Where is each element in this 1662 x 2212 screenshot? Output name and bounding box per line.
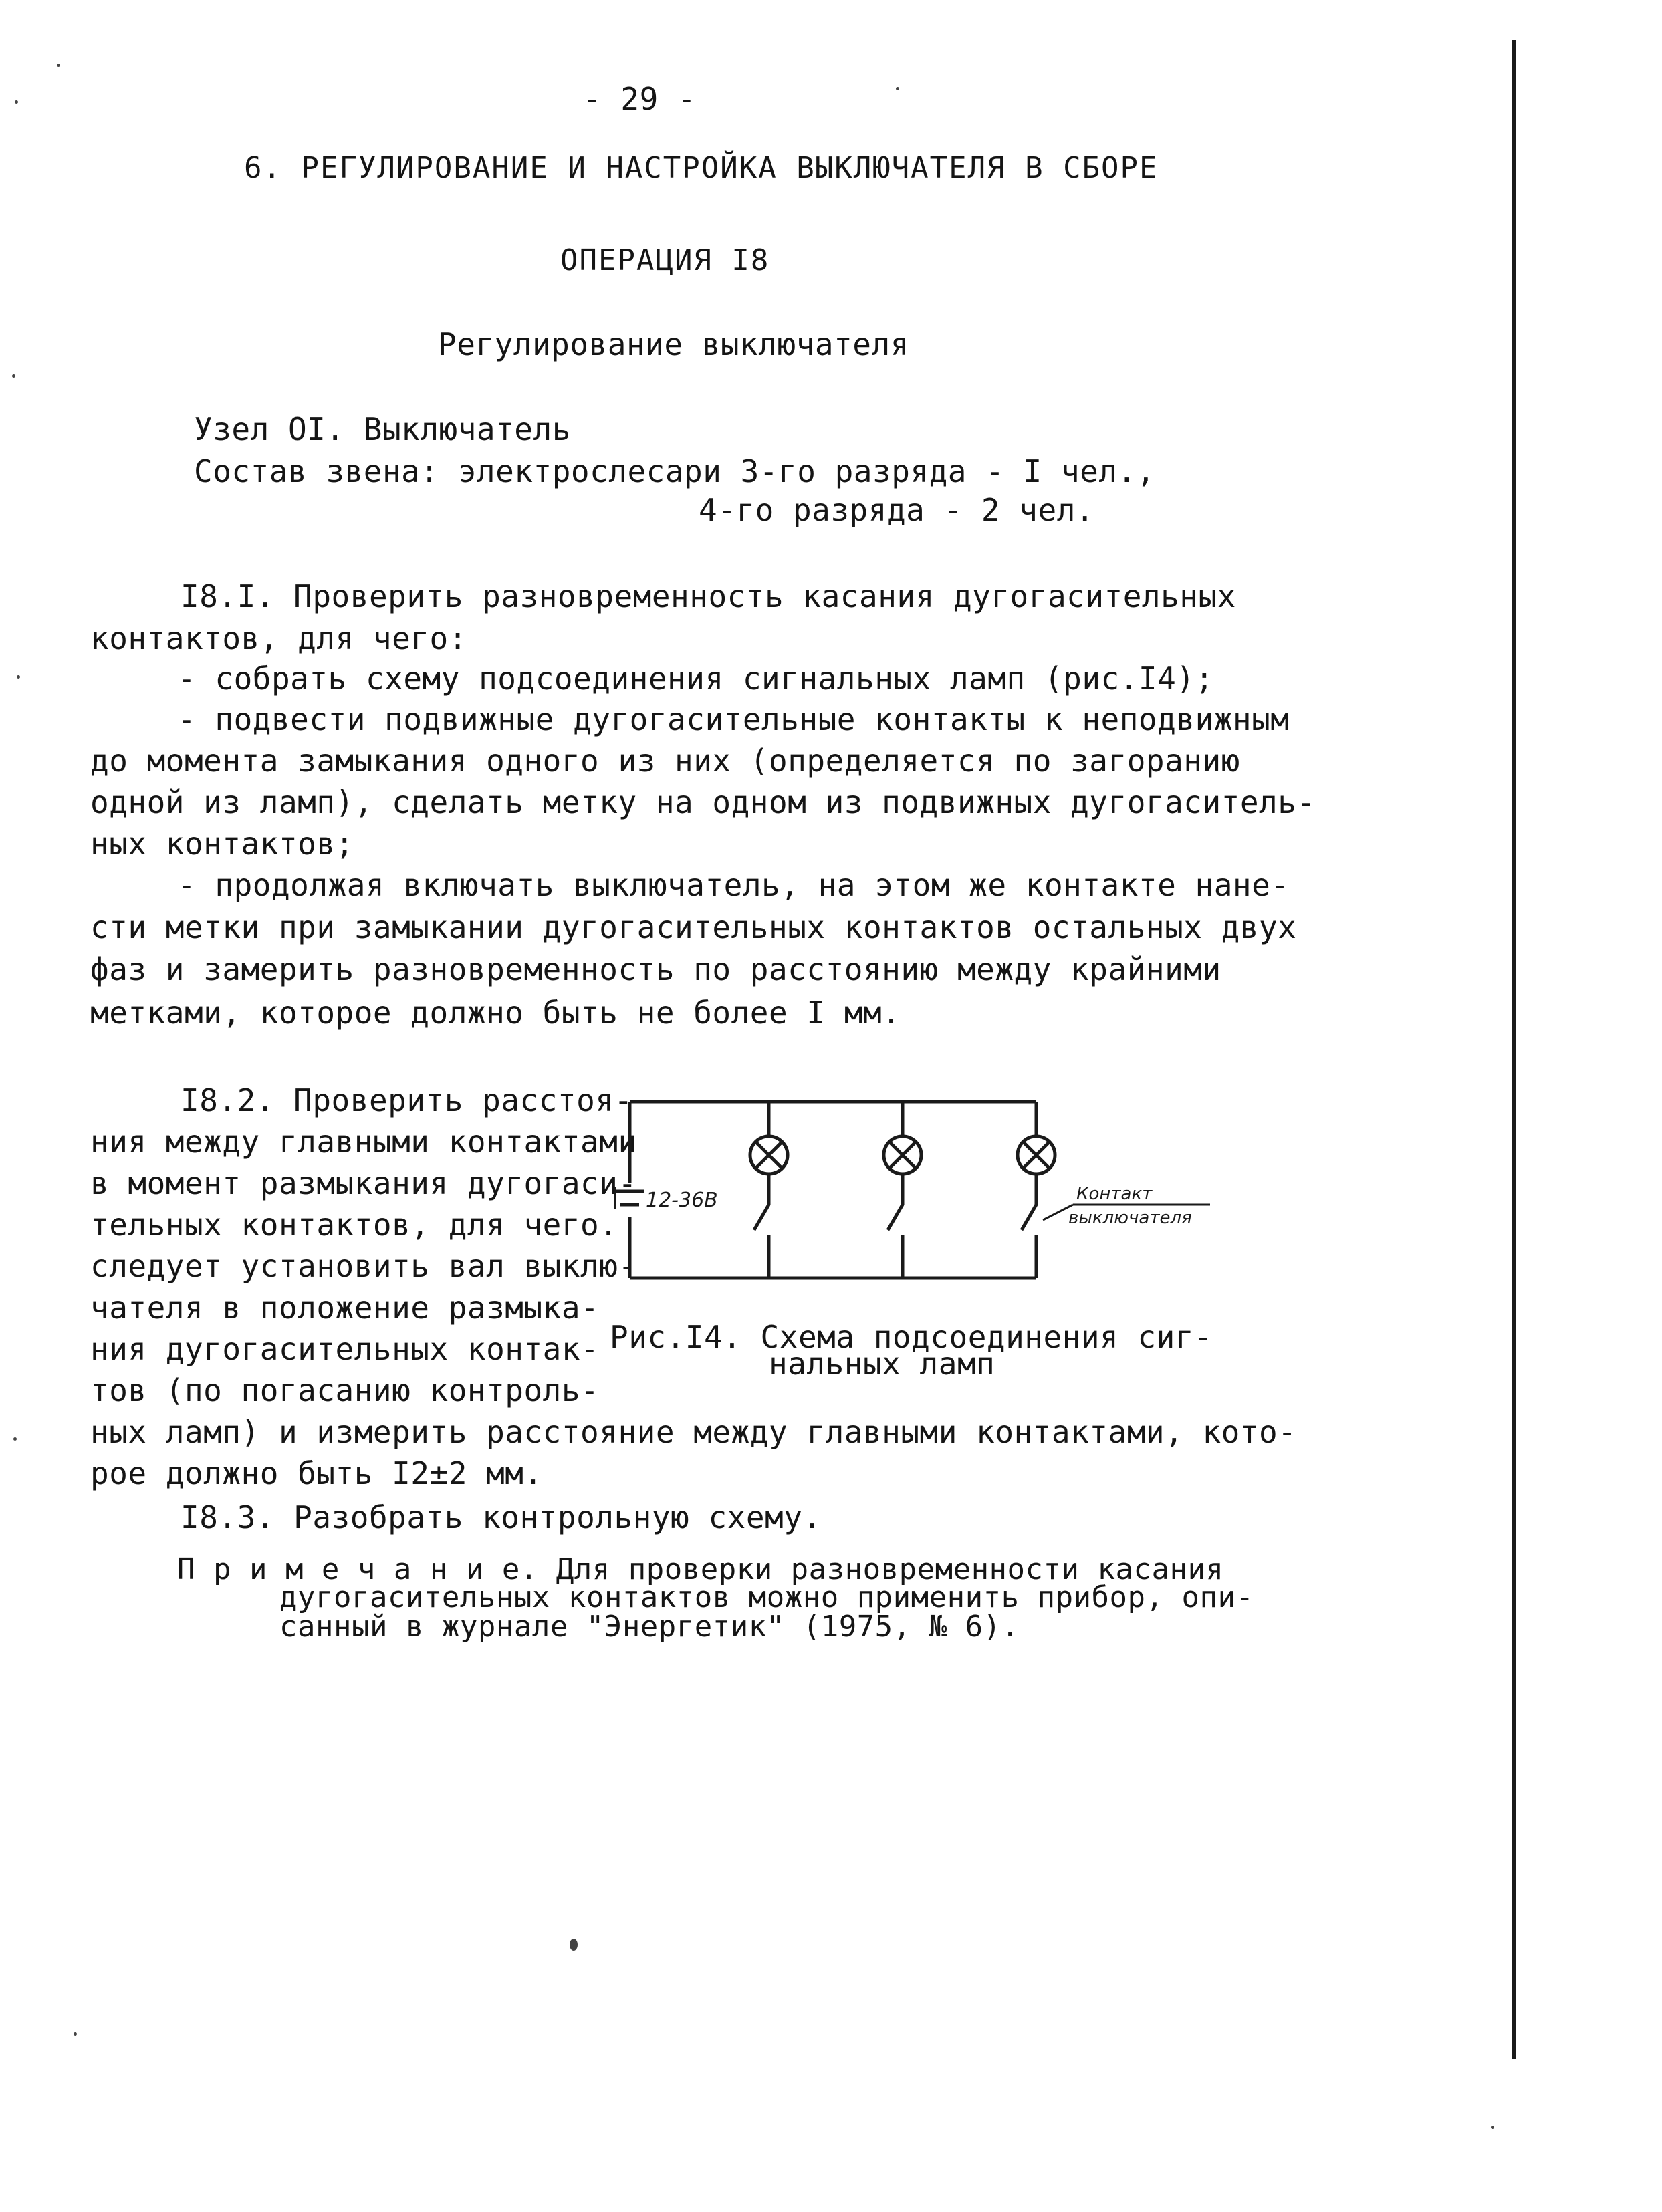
scan-speck <box>13 1437 17 1441</box>
scan-speck <box>74 2032 77 2036</box>
crew-line-2: 4-го разряда - 2 чел. <box>699 492 1095 528</box>
step-18-3: I8.3. Разобрать контрольную схему. <box>181 1499 822 1535</box>
step-18-1-line: контактов, для чего: <box>90 620 467 656</box>
scan-speck <box>15 100 18 104</box>
scan-speck <box>896 87 899 90</box>
unit-line: Узел OI. Выключатель <box>194 411 571 447</box>
scan-speck <box>1491 2126 1494 2129</box>
lamp-connection-schematic <box>582 1090 1250 1304</box>
step-18-1-line: метками, которое должно быть не более I мм. <box>90 995 901 1031</box>
operation-subtitle: Регулирование выключателя <box>438 326 909 362</box>
contact-label-line-2: выключателя <box>1068 1208 1192 1228</box>
step-18-1-line: ных контактов; <box>90 826 354 862</box>
crew-line-1: Состав звена: электрослесари 3-го разряда - I чел., <box>194 453 1155 489</box>
page-edge-line <box>1512 40 1516 2059</box>
lamp-branch-2 <box>888 1102 903 1278</box>
step-18-2-line: ных ламп) и измерить расстояние между главными контактами, кото- <box>90 1414 1297 1450</box>
step-18-2-line: ния дугогасительных контак- <box>90 1331 600 1367</box>
step-18-1-line: - собрать схему подсоединения сигнальных ламп (рис.I4); <box>177 660 1214 697</box>
step-18-1-line: одной из ламп), сделать метку на одном из подвижных дугогаситель- <box>90 784 1316 820</box>
lamp-branch-3 <box>1022 1102 1036 1278</box>
section-title: 6. РЕГУЛИРОВАНИЕ И НАСТРОЙКА ВЫКЛЮЧАТЕЛЯ В СБОРЕ <box>244 151 1159 185</box>
lamp-1 <box>750 1136 788 1174</box>
step-18-2-line: тельных контактов, для чего. <box>90 1207 618 1243</box>
step-18-2-line: чателя в положение размыка- <box>90 1289 600 1326</box>
step-18-1-line: - подвести подвижные дугогасительные контакты к неподвижным <box>177 701 1290 737</box>
page-number: - 29 - <box>583 81 697 117</box>
scan-speck <box>570 1939 578 1951</box>
step-18-2-line: рое должно быть I2±2 мм. <box>90 1455 543 1491</box>
voltage-label: 12-36В <box>646 1189 718 1212</box>
lamp-3 <box>1018 1136 1055 1174</box>
step-18-2-line: тов (по погасанию контроль- <box>90 1372 600 1408</box>
figure-caption-line-2: нальных ламп <box>769 1346 995 1382</box>
step-18-1-line: - продолжая включать выключатель, на этом же контакте нане- <box>177 867 1290 903</box>
step-18-2-line: I8.2. Проверить расстоя- <box>181 1082 633 1118</box>
scan-speck <box>57 64 60 67</box>
figure-caption-line-1: Рис.I4. Схема подсоединения сиг- <box>610 1319 1213 1355</box>
scan-speck <box>12 374 15 378</box>
step-18-2-line: ния между главными контактами <box>90 1124 637 1160</box>
contact-label-line-1: Контакт <box>1076 1184 1153 1204</box>
note-line: П р и м е ч а н и е. Для проверки разновременности касания <box>177 1552 1224 1586</box>
step-18-1-line: сти метки при замыкании дугогасительных контактов остальных двух <box>90 909 1297 945</box>
step-18-1-line: до момента замыкания одного из них (определяется по загоранию <box>90 743 1240 779</box>
scan-speck <box>17 675 20 679</box>
step-18-2-line: следует установить вал выклю- <box>90 1248 637 1284</box>
note-line: дугогасительных контактов можно применить прибор, опи- <box>279 1580 1254 1614</box>
step-18-1-line: фаз и замерить разновременность по расстоянию между крайними <box>90 951 1221 987</box>
note-line: санный в журнале "Энергетик" (1975, № 6). <box>279 1610 1020 1644</box>
operation-title: ОПЕРАЦИЯ I8 <box>560 243 770 277</box>
step-18-2-line: в момент размыкания дугогаси- <box>90 1165 637 1201</box>
lamp-2 <box>884 1136 921 1174</box>
lamp-branch-1 <box>754 1102 769 1278</box>
step-18-1-line: I8.I. Проверить разновременность касания дугогасительных <box>181 578 1236 614</box>
